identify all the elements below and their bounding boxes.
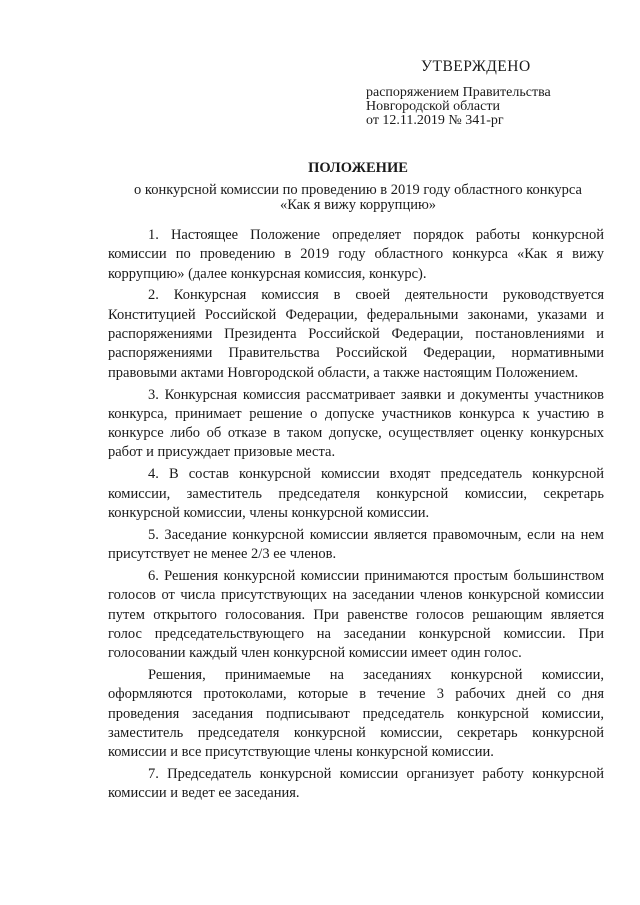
approval-line: от 12.11.2019 № 341-рг xyxy=(366,113,504,128)
approval-stamp xyxy=(366,58,596,128)
paragraph-7: 7. Председатель конкурсной комиссии организует работу конкурсной комиссии и ведет ее заседания. xyxy=(108,766,604,802)
approval-line: распоряжением Правительства xyxy=(366,85,551,100)
paragraph-1: 1. Настоящее Положение определяет порядок работы конкурсной комиссии по проведению в 2019 году областного конкурса «Как я вижу коррупцию» (далее конкурсная комиссия, конкурс). xyxy=(108,227,604,282)
document-title: ПОЛОЖЕНИЕ xyxy=(308,160,408,176)
approval-heading: УТВЕРЖДЕНО xyxy=(421,58,531,75)
paragraph-4: 4. В состав конкурсной комиссии входят председатель конкурсной комиссии, заместитель председателя конкурсной комиссии, секретарь конкурсной комиссии, члены конкурсной комиссии. xyxy=(108,466,604,521)
paragraph-5: 5. Заседание конкурсной комиссии является правомочным, если на нем присутствует не менее 2/3 ее членов. xyxy=(108,526,604,563)
paragraph-6: 6. Решения конкурсной комиссии принимаются простым большинством голосов от числа присутствующих на заседании членов конкурсной комиссии путем открытого голосования. При равенстве голосов решающим является голос председательствующего на заседании конкурсной комиссии. При голосовании каждый член конкурсной комиссии имеет один голос. xyxy=(108,568,604,662)
document-subtitle-line: «Как я вижу коррупцию» xyxy=(279,197,437,213)
approval-line: Новгородской области xyxy=(366,99,500,114)
paragraph-3: 3. Конкурсная комиссия рассматривает заявки и документы участников конкурса, принимает решение о допуске участников конкурса к участию в конкурсе либо об отказе в таком допуске, осуществляет оценку конкурсных работ и присуждает призовые места. xyxy=(108,386,604,461)
paragraph-2: 2. Конкурсная комиссия в своей деятельности руководствуется Конституцией Российской Федерации, федеральными законами, указами и распоряжениями Президента Российской Федерации, постановлениями и распоряжениями Правительства Российской Федерации, нормативными правовыми актами Новгородской области, а также настоящим Положением. xyxy=(108,287,604,381)
document-title-block xyxy=(88,160,628,213)
document-subtitle-line: о конкурсной комиссии по проведению в 2019 году областного конкурса xyxy=(134,182,582,198)
paragraph-6-decisions: Решения, принимаемые на заседаниях конкурсной комиссии, оформляются протоколами, которые в течение 3 рабочих дней со дня проведения заседания подписывают председатель конкурсной комиссии, заместитель председателя конкурсной комиссии, секретарь конкурсной комиссии и все присутствующие члены конкурсной комиссии. xyxy=(108,667,604,761)
document-body xyxy=(108,226,604,806)
